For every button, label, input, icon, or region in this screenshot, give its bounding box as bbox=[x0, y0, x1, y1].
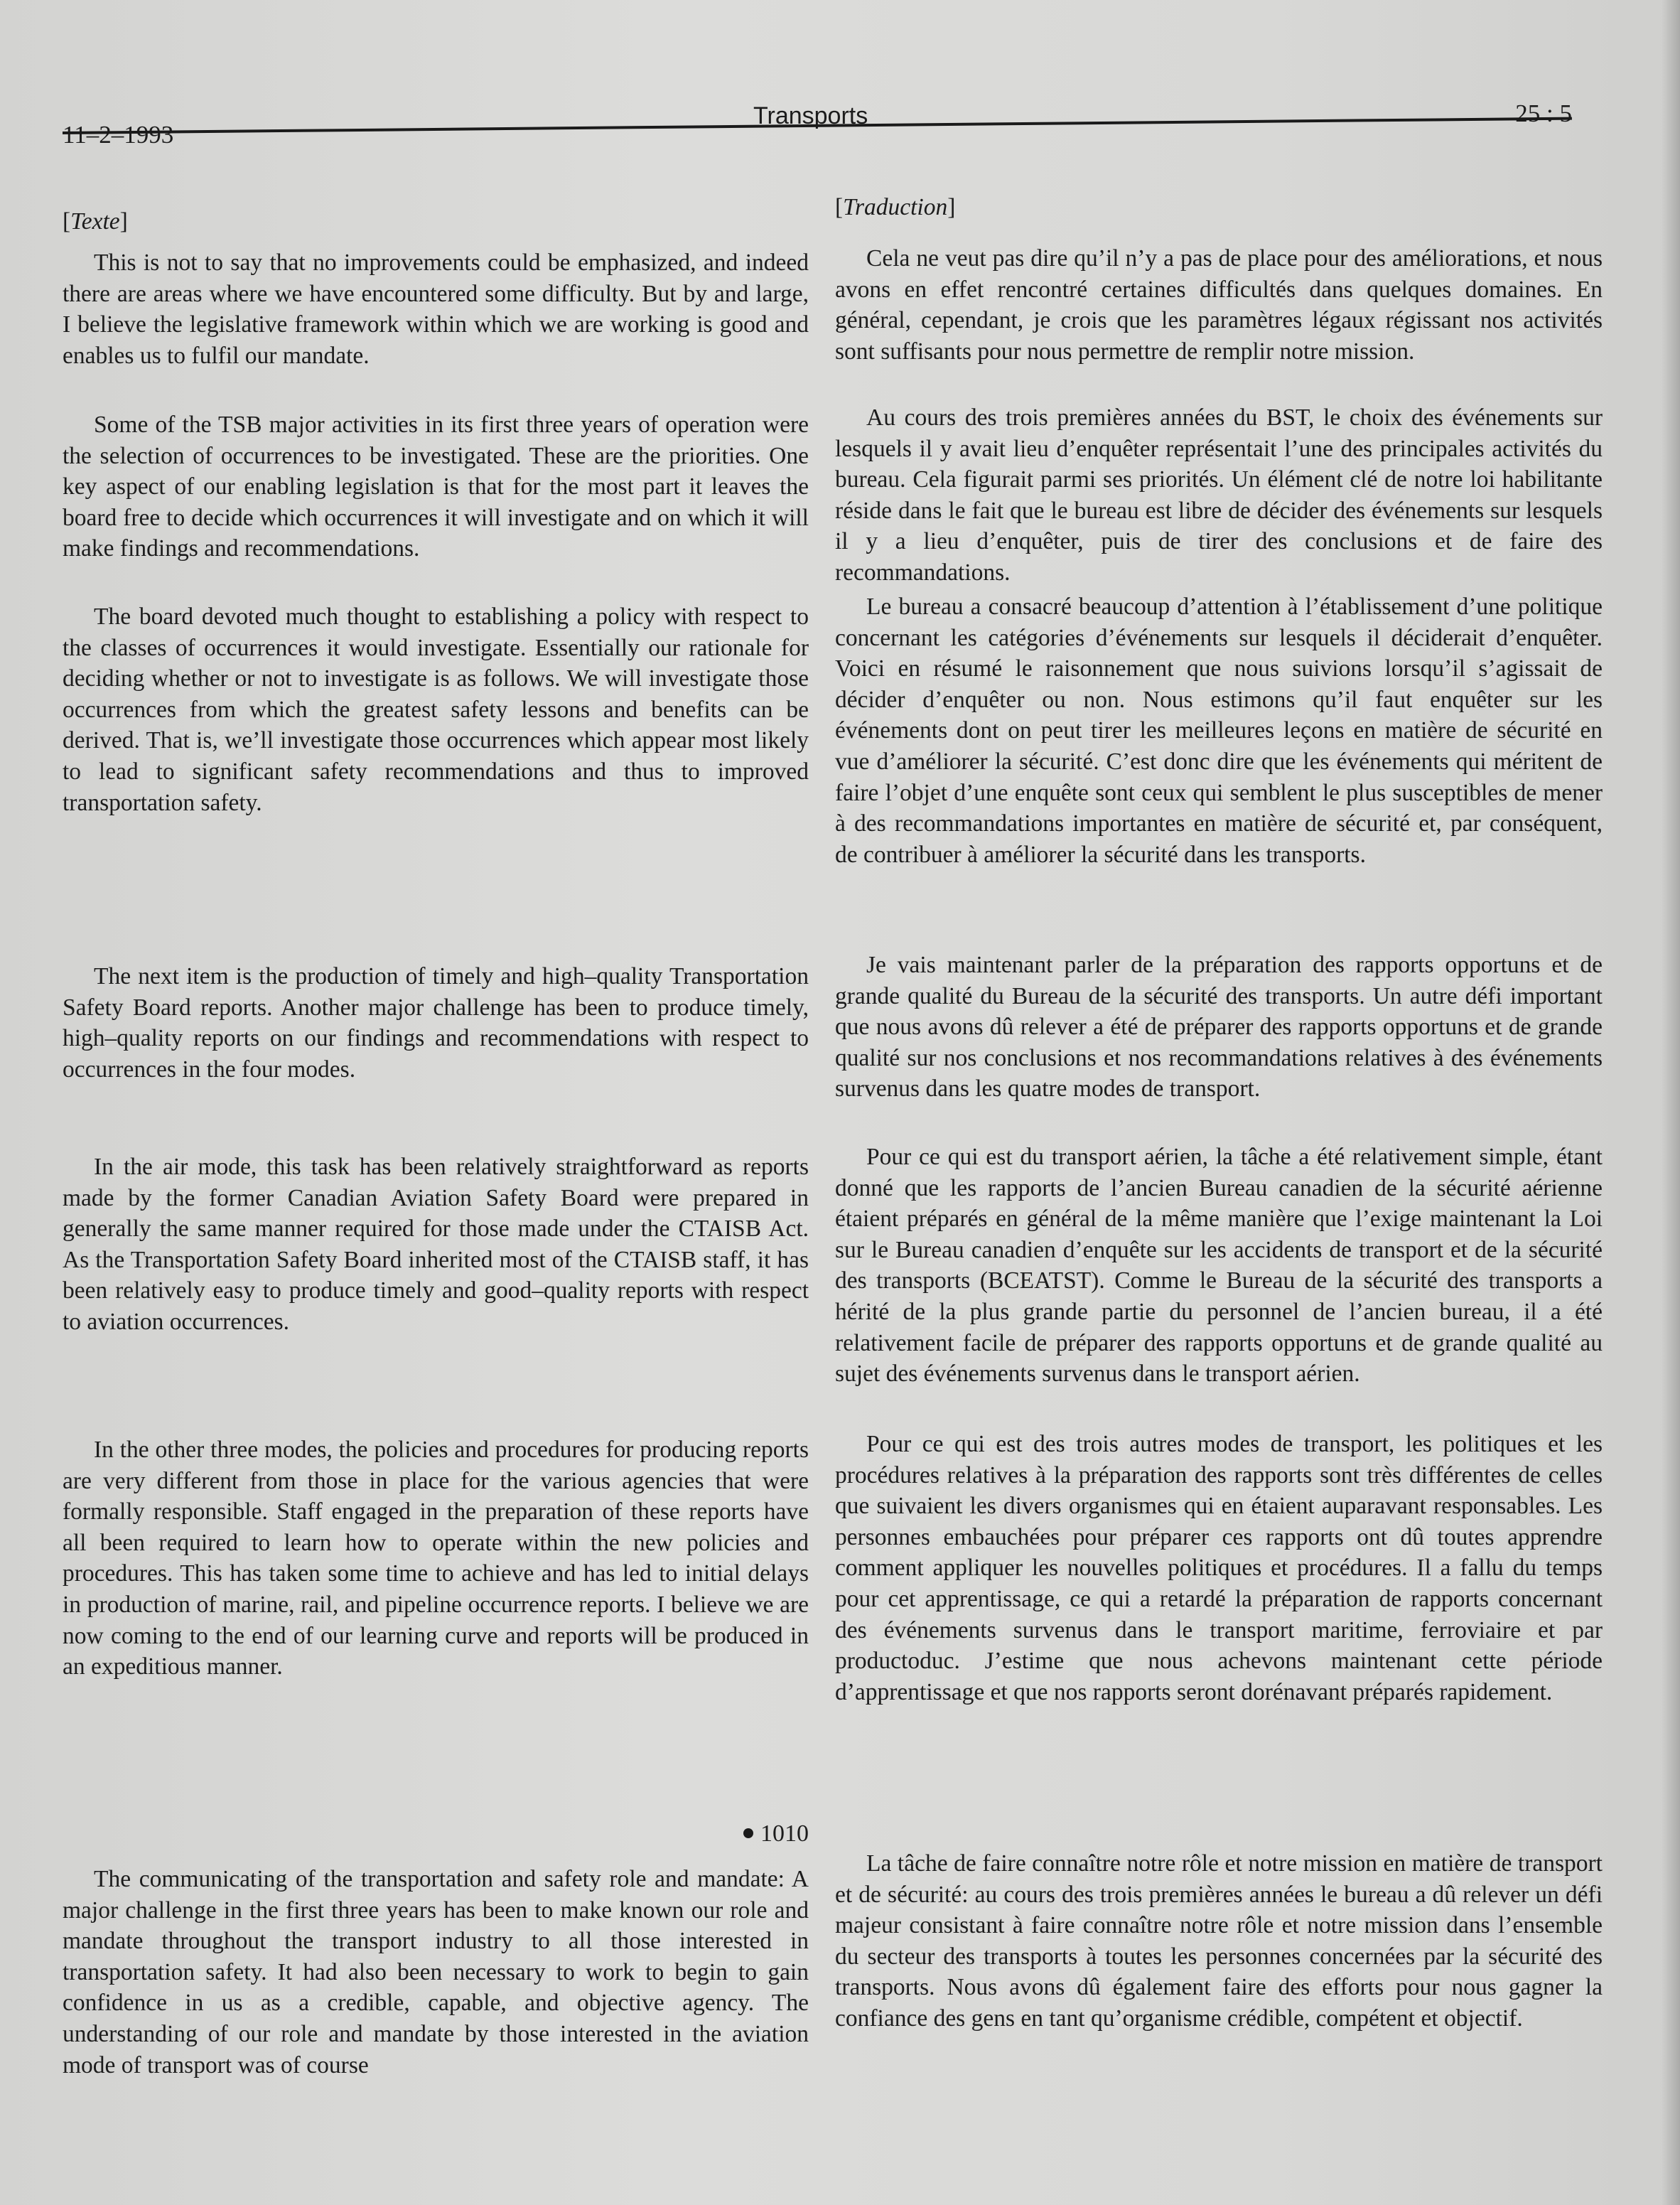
header-title: Transports bbox=[753, 102, 868, 129]
right-paragraph-2: Au cours des trois premières années du BST, le choix des événements sur lesquels il y avait lieu d’enquêter représentait l’une des principales activités du bureau. Cela figurait parmi ses priorités. Un élément clé de notre loi habilitante réside dans le fait que le bureau est libre de décider des événements sur lesquels il y a lieu d’enquêter, puis de tirer des conclusions et de faire des recommandations. bbox=[835, 404, 1603, 586]
left-paragraph-1: This is not to say that no improvements could be emphasized, and indeed there are areas where we have encountered some difficulty. But by and large, I believe the legislative framework within which we are working is good and enables us to fulfil our mandate. bbox=[63, 250, 809, 369]
right-paragraph-4: Je vais maintenant parler de la préparation des rapports opportuns et de grande qualité du Bureau de la sécurité des transports. Un autre défi important que nous avons dû relever a été de préparer des rapports opportuns et de grande qualité sur nos conclusions et nos recommandations relatives à des événements survenus dans les quatre modes de transport. bbox=[835, 952, 1603, 1102]
left-paragraph-5: In the air mode, this task has been relatively straightforward as reports made by the former Canadian Aviation Safety Board were prepared in generally the same manner required for those made under the CTAISB Act. As the Transportation Safety Board inherited most of the CTAISB staff, it has been relatively easy to produce timely and good–quality reports with respect to aviation occurrences. bbox=[63, 1154, 809, 1335]
left-paragraph-6: In the other three modes, the policies and procedures for producing reports are very different from those in place for the various agencies that were formally responsible. Staff engaged in the preparation of these reports have all been required to learn how to operate within the new policies and procedures. This has taken some time to achieve and has led to initial delays in production of marine, rail, and pipeline occurrence reports. I believe we are now coming to the end of our learning curve and reports will be produced in an expeditious manner. bbox=[63, 1437, 809, 1680]
right-paragraph-6: Pour ce qui est des trois autres modes de transport, les politiques et les procédures relatives à la préparation des rapports sont très différentes de celles que suivaient les divers organismes qui en étaient auparavant responsables. Les personnes embauchées pour préparer ces rapports ont dû toutes apprendre comment appliquer les nouvelles politiques et procédures. Il a fallu du temps pour cet apprentissage, ce qui a retardé la préparation de rapports concernant des événements survenus dans le transport maritime, ferroviaire et par productoduc. J’estime que nous achevons maintenant cette période d’apprentissage et que nos rapports seront dorénavant préparés rapidement. bbox=[835, 1431, 1603, 1705]
header-page-number: 25 : 5 bbox=[1515, 100, 1572, 127]
right-paragraph-1: Cela ne veut pas dire qu’il n’y a pas de place pour des améliorations, et nous avons en effet rencontré certaines difficultés dans quelques domaines. En général, cependant, je crois que les paramètres légaux régissant nos activités sont suffisants pour nous permettre de remplir notre mission. bbox=[835, 245, 1603, 365]
header-date: 11–2–1993 bbox=[63, 121, 174, 149]
left-paragraph-3: The board devoted much thought to establishing a policy with respect to the classes of occurrences it would investigate. Essentially our rationale for deciding whether or not to investigate is as follows. We will investigate those occurrences from which the greatest safety lessons and benefits can be derived. That is, we’ll investigate those occurrences which appear most likely to lead to significant safety recommendations and thus to improved transportation safety. bbox=[63, 603, 809, 816]
right-paragraph-3: Le bureau a consacré beaucoup d’attention à l’établissement d’une politique concernant les catégories d’événements sur lesquels il déciderait d’enquêter. Voici en résumé le raisonnement que nous suivions lorsqu’il s’agissait de décider d’enquêter ou non. Nous estimons qu’il faut enquêter sur les événements dont on peut tirer les meilleures leçons en matière de sécurité en vue d’améliorer la sécurité. C’est donc dire que les événements qui méritent de faire l’objet d’une enquête sont ceux qui semblent le plus susceptibles de mener à des recommandations importantes en matière de sécurité et, par conséquent, de contribuer à améliorer la sécurité dans les transports. bbox=[835, 594, 1603, 868]
left-paragraph-7: The communicating of the transportation and safety role and mandate: A major challenge in the first three years has been to make known our role and mandate throughout the transport industry to all those interested in transportation safety. It had also been necessary to work to begin to gain confidence in us as a credible, capable, and objective agency. The understanding of our role and mandate by those interested in the aviation mode of transport was of course bbox=[63, 1866, 809, 2078]
bullet-icon bbox=[743, 1828, 753, 1838]
right-column bbox=[835, 192, 1603, 2111]
left-language-label: [Texte] bbox=[63, 208, 128, 235]
page-break-marker: 1010 bbox=[743, 1818, 809, 1850]
left-column bbox=[63, 192, 809, 2111]
right-paragraph-5: Pour ce qui est du transport aérien, la tâche a été relativement simple, étant donné que les rapports de l’ancien Bureau canadien de la sécurité aérienne étaient préparés en général de la même manière que l’exige maintenant la Loi sur le Bureau canadien d’enquête sur les accidents de transport et de la sécurité des transports (BCEATST). Comme le Bureau de la sécurité des transports a hérité de la plus grande partie du personnel de l’ancien bureau, il a été relativement facile de préparer des rapports opportuns et de grande qualité au sujet des événements survenus dans le transport aérien. bbox=[835, 1144, 1603, 1388]
right-language-label: [Traduction] bbox=[835, 194, 956, 220]
left-paragraph-4: The next item is the production of timely and high–quality Transportation Safety Board reports. Another major challenge has been to produce timely, high–quality reports on our findings and recommendations with respect to occurrences in the four modes. bbox=[63, 963, 809, 1083]
right-paragraph-7: La tâche de faire connaître notre rôle et notre mission en matière de transport et de sécurité: au cours des trois premières années le bureau a dû relever un défi majeur consistant à faire connaître notre rôle et notre mission dans l’ensemble du secteur des transports à toutes les personnes concernées par la sécurité des transports. Nous avons dû également faire des efforts pour nous gagner la confiance des gens en tant qu’organisme crédible, compétent et objectif. bbox=[835, 1850, 1603, 2032]
left-paragraph-2: Some of the TSB major activities in its first three years of operation were the selection of occurrences to be investigated. These are the priorities. One key aspect of our enabling legislation is that for the most part it leaves the board free to decide which occurrences it will investigate and on which it will make findings and recommendations. bbox=[63, 412, 809, 562]
